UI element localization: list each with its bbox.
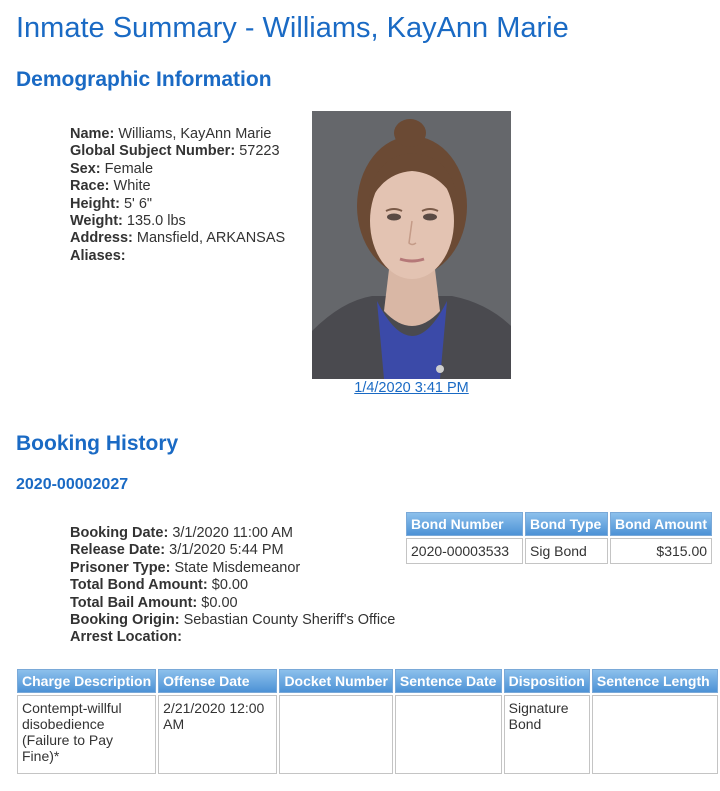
name-field: Name: Williams, KayAnn Marie: [70, 126, 272, 142]
table-row: [406, 538, 712, 564]
weight-field: Weight: 135.0 lbs: [70, 213, 186, 230]
prisoner-type-value: State Misdemeanor: [174, 559, 301, 576]
prisoner-type-field: Prisoner Type: State Misdemeanor: [70, 559, 301, 576]
charge-description-cell: Contempt-willful disobedience (Failure to Pay Fine)*: [17, 695, 156, 774]
docket-number-cell: [279, 695, 392, 774]
bond-amount-cell: $315.00: [610, 538, 712, 564]
total-bail-amount-value: $0.00: [201, 594, 238, 611]
release-date-value: 3/1/2020 5:44 PM: [169, 542, 284, 559]
booking-date-field: Booking Date: 3/1/2020 11:00 AM: [70, 525, 293, 541]
bond-table-header-row: [406, 512, 712, 536]
bond-type-header: Bond Type: [525, 512, 608, 536]
sentence-date-header: Sentence Date: [395, 669, 502, 693]
global-subject-number-value: 57223: [239, 143, 280, 160]
sex-field: Sex: Female: [70, 160, 154, 177]
booking-origin-field: Booking Origin: Sebastian County Sheriff's Office: [70, 612, 396, 629]
table-row: [17, 695, 718, 774]
offense-date-header: Offense Date: [158, 669, 277, 693]
charge-description-header: Charge Description: [17, 669, 156, 693]
page-title: Inmate Summary - Williams, KayAnn Marie: [16, 12, 569, 44]
disposition-cell: Signature Bond: [504, 695, 590, 774]
sex-value: Female: [104, 160, 154, 177]
total-bail-amount-field: Total Bail Amount: $0.00: [70, 594, 238, 611]
mugshot-image: [312, 111, 511, 379]
booking-origin-value: Sebastian County Sheriff's Office: [183, 612, 396, 629]
address-field: Address: Mansfield, ARKANSAS: [70, 230, 286, 247]
booking-date-value: 3/1/2020 11:00 AM: [172, 525, 293, 541]
mugshot-photo: [312, 111, 511, 379]
height-value: 5' 6": [123, 195, 153, 212]
docket-number-header: Docket Number: [279, 669, 392, 693]
sentence-length-header: Sentence Length: [592, 669, 718, 693]
photo-date-link[interactable]: 1/4/2020 3:41 PM: [354, 380, 469, 396]
race-field: Race: White: [70, 178, 151, 195]
charge-table-header-row: [17, 669, 718, 693]
weight-value: 135.0 lbs: [126, 213, 186, 230]
total-bond-amount-field: Total Bond Amount: $0.00: [70, 577, 249, 594]
release-date-field: Release Date: 3/1/2020 5:44 PM: [70, 542, 284, 559]
sentence-date-cell: [395, 695, 502, 774]
bond-amount-header: Bond Amount: [610, 512, 712, 536]
race-value: White: [113, 178, 151, 195]
disposition-header: Disposition: [504, 669, 590, 693]
global-subject-number-field: Global Subject Number: 57223: [70, 143, 280, 160]
bond-table: [404, 510, 714, 566]
bond-number-header: Bond Number: [406, 512, 523, 536]
aliases-field: Aliases:: [70, 247, 126, 264]
demographic-fields: [70, 126, 285, 265]
arrest-location-field: Arrest Location:: [70, 629, 182, 646]
name-value: Williams, KayAnn Marie: [118, 126, 272, 142]
address-value: Mansfield, ARKANSAS: [136, 230, 286, 247]
offense-date-cell: 2/21/2020 12:00 AM: [158, 695, 277, 774]
bond-type-cell: Sig Bond: [525, 538, 608, 564]
charge-table: [15, 667, 720, 776]
demographic-section-title: Demographic Information: [16, 68, 272, 91]
booking-fields: [70, 525, 395, 647]
sentence-length-cell: [592, 695, 718, 774]
total-bond-amount-value: $0.00: [211, 577, 249, 594]
height-field: Height: 5' 6": [70, 195, 153, 212]
booking-section-title: Booking History: [16, 432, 179, 455]
bond-number-cell: 2020-00003533: [406, 538, 523, 564]
booking-number: 2020-00002027: [16, 476, 129, 493]
